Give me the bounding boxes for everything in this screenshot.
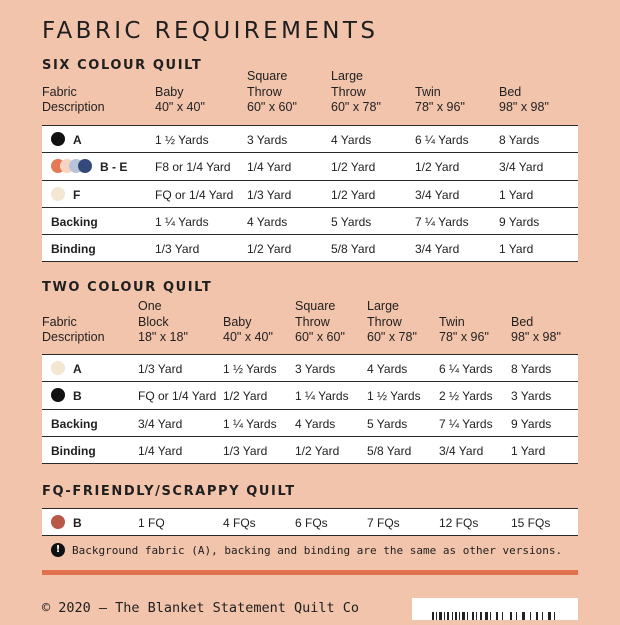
quantity-cell: 5 Yards: [331, 214, 372, 229]
column-header-name: Large: [367, 299, 399, 313]
barcode-graphic: [412, 598, 578, 620]
quantity-cell: 1/2 Yard: [415, 160, 460, 175]
quantity-cell: 6 ¼ Yards: [415, 133, 469, 147]
quantity-cell: 9 Yards: [511, 416, 552, 431]
column-header: [439, 315, 489, 346]
column-header-name: Description: [42, 330, 105, 344]
quantity-cell: 4 Yards: [247, 214, 288, 229]
colour-swatch: [51, 361, 65, 375]
quantity-cell: 7 FQs: [367, 516, 400, 530]
fabric-label: Binding: [51, 443, 96, 458]
note-text: Background fabric (A), backing and binding are the same as other versions.: [72, 544, 563, 557]
fabric-label: B - E: [100, 160, 128, 175]
column-header-name: Throw: [295, 314, 330, 329]
table-row: [42, 126, 578, 153]
column-header-name: Square: [247, 69, 288, 83]
table-row: [42, 153, 578, 180]
column-header: [331, 69, 381, 116]
quantity-cell: 1/2 Yard: [223, 389, 268, 404]
table-row: [42, 181, 578, 208]
quantity-cell: FQ or 1/4 Yard: [155, 187, 234, 202]
quantity-cell: 1 ¼ Yards: [295, 389, 349, 404]
column-header-name: Square: [295, 299, 336, 313]
quantity-cell: 3 Yards: [295, 362, 336, 376]
colour-swatch: [51, 132, 65, 146]
column-header-size: 60" x 78": [331, 100, 381, 114]
quantity-cell: 3/4 Yard: [499, 160, 544, 175]
column-header-size: 40" x 40": [155, 100, 205, 114]
page-title: FABRIC REQUIREMENTS: [42, 18, 379, 44]
quantity-cell: 4 Yards: [331, 133, 372, 147]
column-header-name: Description: [42, 100, 105, 114]
six-colour-table: [42, 125, 578, 262]
table-row: [42, 410, 578, 437]
column-header-name: Bed: [511, 314, 534, 329]
fabric-label: Backing: [51, 416, 98, 431]
table-row: [42, 437, 578, 464]
quantity-cell: 1 ¼ Yards: [223, 416, 277, 431]
fabric-label: B: [73, 389, 82, 404]
quantity-cell: 8 Yards: [499, 133, 540, 147]
fabric-label: Backing: [51, 214, 98, 229]
exclamation-icon: !: [51, 543, 65, 557]
fabric-label: Binding: [51, 242, 96, 257]
quantity-cell: 1/2 Yard: [331, 187, 376, 202]
barcode-image: [412, 598, 578, 620]
table-row: [42, 355, 578, 382]
colour-swatch: [51, 187, 65, 201]
table-row: [42, 509, 578, 536]
quantity-cell: 4 FQs: [223, 516, 256, 530]
column-header: [295, 299, 345, 346]
quantity-cell: 8 Yards: [511, 362, 552, 376]
fq-friendly-table: [42, 508, 578, 536]
quantity-cell: 3/4 Yard: [415, 187, 460, 202]
column-header-name: Throw: [331, 84, 366, 99]
column-header-size: 40" x 40": [223, 330, 273, 344]
column-header: [155, 85, 205, 116]
fabric-label: A: [73, 362, 82, 376]
quantity-cell: 1 Yard: [499, 242, 534, 257]
column-header-size: 18" x 18": [138, 330, 188, 344]
colour-swatch: [51, 515, 65, 529]
quantity-cell: 7 ¼ Yards: [415, 214, 469, 229]
quantity-cell: 3/4 Yard: [439, 443, 484, 458]
column-header-size: 98" x 98": [499, 100, 549, 114]
quantity-cell: 5/8 Yard: [331, 242, 376, 257]
column-header: [138, 299, 188, 346]
quantity-cell: 15 FQs: [511, 516, 551, 530]
quantity-cell: FQ or 1/4 Yard: [138, 389, 217, 404]
column-header: [367, 299, 417, 346]
table-row: [42, 382, 578, 409]
fabric-label: F: [73, 187, 81, 202]
quantity-cell: 3/4 Yard: [138, 416, 183, 431]
two-colour-table: [42, 354, 578, 464]
table-row: [42, 208, 578, 235]
copyright-footer: © 2020 – The Blanket Statement Quilt Co: [42, 600, 359, 616]
quantity-cell: F8 or 1/4 Yard: [155, 160, 231, 175]
quantity-cell: 1 ½ Yards: [155, 133, 209, 147]
quantity-cell: 1 ½ Yards: [367, 389, 421, 404]
quantity-cell: 1/4 Yard: [247, 160, 292, 175]
column-header: [415, 85, 465, 116]
quantity-cell: 1/2 Yard: [331, 160, 376, 175]
column-header-size: 60" x 60": [295, 330, 345, 344]
column-header-name: Bed: [499, 84, 522, 99]
quantity-cell: 1 FQ: [138, 516, 165, 530]
table-row: [42, 235, 578, 262]
quantity-cell: 1 Yard: [511, 443, 546, 458]
quantity-cell: 1/3 Yard: [223, 443, 268, 458]
six-colour-heading: SIX COLOUR QUILT: [42, 58, 203, 73]
column-header-size: 60" x 78": [367, 330, 417, 344]
quantity-cell: 1/2 Yard: [247, 242, 292, 257]
quantity-cell: 5/8 Yard: [367, 443, 412, 458]
column-header-name: Fabric: [42, 314, 77, 329]
quantity-cell: 5 Yards: [367, 416, 408, 431]
column-header-size: 60" x 60": [247, 100, 297, 114]
colour-swatch: [51, 388, 65, 402]
column-header-size: 78" x 96": [415, 100, 465, 114]
quantity-cell: 12 FQs: [439, 516, 479, 530]
quantity-cell: 1/3 Yard: [138, 362, 183, 376]
column-header-name: Throw: [367, 314, 402, 329]
column-header: [42, 315, 105, 346]
quantity-cell: 6 ¼ Yards: [439, 362, 493, 376]
quantity-cell: 3 Yards: [247, 133, 288, 147]
quantity-cell: 9 Yards: [499, 214, 540, 229]
quantity-cell: 1/4 Yard: [138, 443, 183, 458]
quantity-cell: 7 ¼ Yards: [439, 416, 493, 431]
column-header-size: 78" x 96": [439, 330, 489, 344]
column-header-name: Baby: [155, 84, 184, 99]
quantity-cell: 3/4 Yard: [415, 242, 460, 257]
column-header-size: 98" x 98": [511, 330, 561, 344]
colour-swatch: [78, 159, 92, 173]
fq-friendly-heading: FQ-FRIENDLY/SCRAPPY QUILT: [42, 484, 296, 499]
quantity-cell: 1 ½ Yards: [223, 362, 277, 376]
quantity-cell: 1/2 Yard: [295, 443, 340, 458]
column-header-name: One: [138, 299, 162, 313]
quantity-cell: 1 Yard: [499, 187, 534, 202]
quantity-cell: 1 ¼ Yards: [155, 214, 209, 229]
two-colour-heading: TWO COLOUR QUILT: [42, 280, 213, 295]
quantity-cell: 4 Yards: [367, 362, 408, 376]
fabric-label: A: [73, 133, 82, 147]
column-header-name: Baby: [223, 314, 252, 329]
accent-bar: [42, 570, 578, 575]
quantity-cell: 1/3 Yard: [155, 242, 200, 257]
quantity-cell: 6 FQs: [295, 516, 328, 530]
column-header-name: Twin: [415, 84, 441, 99]
quantity-cell: 2 ½ Yards: [439, 389, 493, 404]
quantity-cell: 3 Yards: [511, 389, 552, 404]
column-header: [223, 315, 273, 346]
column-header: [247, 69, 297, 116]
column-header-name: Twin: [439, 314, 465, 329]
fabric-label: B: [73, 516, 82, 530]
column-header-name: Fabric: [42, 84, 77, 99]
column-header: [499, 85, 549, 116]
quantity-cell: 4 Yards: [295, 416, 336, 431]
column-header-name: Large: [331, 69, 363, 83]
column-header: [511, 315, 561, 346]
column-header-name: Block: [138, 314, 169, 329]
quantity-cell: 1/3 Yard: [247, 187, 292, 202]
note-row: [42, 538, 578, 564]
column-header: [42, 85, 105, 116]
column-header-name: Throw: [247, 84, 282, 99]
